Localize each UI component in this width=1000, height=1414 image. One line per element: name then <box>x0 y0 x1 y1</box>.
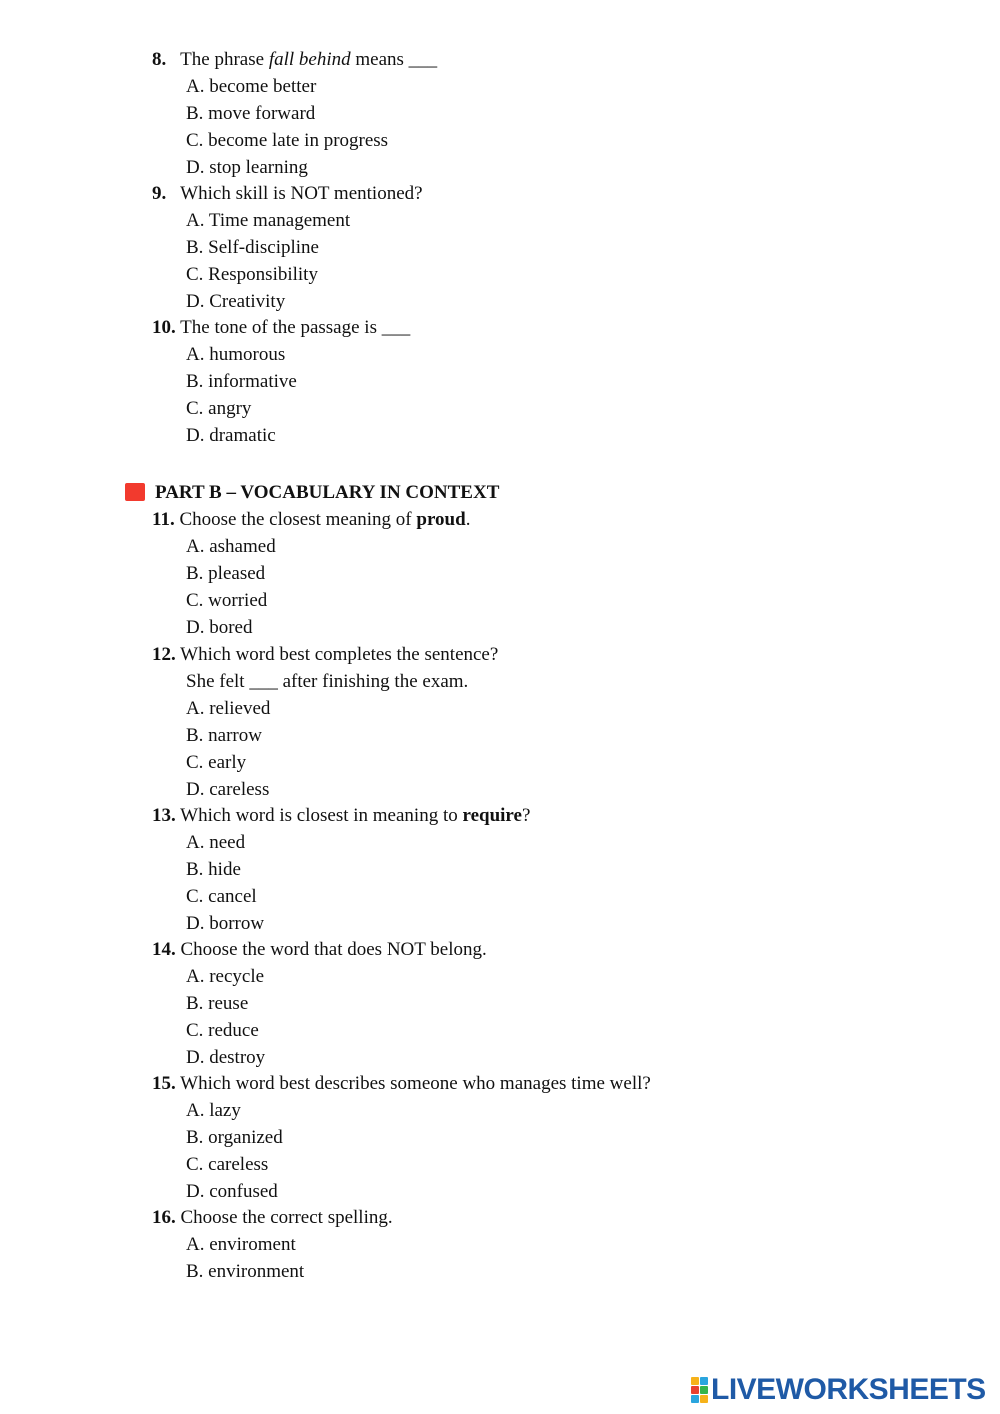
option-13a[interactable]: A. need <box>186 832 246 853</box>
option-16a[interactable]: A. enviroment <box>186 1234 296 1255</box>
option-10d[interactable]: D. dramatic <box>186 425 276 446</box>
option-9b[interactable]: B. Self-discipline <box>186 237 319 258</box>
option-10b[interactable]: B. informative <box>186 371 297 392</box>
option-14a[interactable]: A. recycle <box>186 966 265 987</box>
question-12 <box>152 644 498 666</box>
question-number: 10. <box>152 317 176 338</box>
question-keyword: require <box>462 805 522 826</box>
question-text: The phrase <box>180 49 269 70</box>
question-14 <box>152 939 487 961</box>
question-text: The tone of the passage is ___ <box>180 317 411 338</box>
option-8c[interactable]: C. become late in progress <box>186 130 389 151</box>
option-16b[interactable]: B. environment <box>186 1261 305 1282</box>
option-14d[interactable]: D. destroy <box>186 1047 266 1068</box>
option-8b[interactable]: B. move forward <box>186 103 316 124</box>
question-number: 8. <box>152 49 167 70</box>
option-8a[interactable]: A. become better <box>186 76 317 97</box>
question-text: Choose the word that does NOT belong. <box>180 939 487 960</box>
option-15b[interactable]: B. organized <box>186 1127 283 1148</box>
question-text: Which word best completes the sentence? <box>180 644 499 665</box>
option-15a[interactable]: A. lazy <box>186 1100 241 1121</box>
question-text-end: ? <box>521 805 531 826</box>
option-14c[interactable]: C. reduce <box>186 1020 259 1041</box>
part-b-heading: PART B – VOCABULARY IN CONTEXT <box>155 482 500 503</box>
option-13b[interactable]: B. hide <box>186 859 241 880</box>
section-marker <box>125 483 145 501</box>
option-10a[interactable]: A. humorous <box>186 344 286 365</box>
option-12d[interactable]: D. careless <box>186 779 270 800</box>
question-13 <box>152 805 530 827</box>
option-15c[interactable]: C. careless <box>186 1154 269 1175</box>
option-9c[interactable]: C. Responsibility <box>186 264 318 285</box>
liveworksheets-wordmark: LIVEWORKSHEETS <box>711 1373 986 1406</box>
question-10 <box>152 317 410 339</box>
question-number: 13. <box>152 805 176 826</box>
question-number: 14. <box>152 939 176 960</box>
question-phrase: fall behind <box>268 49 351 70</box>
option-12c[interactable]: C. early <box>186 752 247 773</box>
option-13c[interactable]: C. cancel <box>186 886 257 907</box>
question-number: 12. <box>152 644 176 665</box>
question-12-sentence: She felt ___ after finishing the exam. <box>186 671 469 692</box>
question-text: Choose the closest meaning of <box>179 509 417 530</box>
option-13d[interactable]: D. borrow <box>186 913 265 934</box>
question-text-end: . <box>465 509 471 530</box>
question-15 <box>152 1073 651 1095</box>
option-11a[interactable]: A. ashamed <box>186 536 276 557</box>
question-11 <box>152 509 470 531</box>
question-number: 9. <box>152 183 167 204</box>
option-12b[interactable]: B. narrow <box>186 725 262 746</box>
question-8 <box>152 49 437 71</box>
liveworksheets-logo[interactable] <box>691 1374 986 1406</box>
question-text: Which word is closest in meaning to <box>180 805 463 826</box>
option-9d[interactable]: D. Creativity <box>186 291 286 312</box>
option-14b[interactable]: B. reuse <box>186 993 249 1014</box>
option-11b[interactable]: B. pleased <box>186 563 266 584</box>
question-text: Which skill is NOT mentioned? <box>180 183 423 204</box>
question-number: 16. <box>152 1207 176 1228</box>
option-15d[interactable]: D. confused <box>186 1181 278 1202</box>
option-11d[interactable]: D. bored <box>186 617 253 638</box>
question-16 <box>152 1207 393 1229</box>
question-keyword: proud <box>416 509 466 530</box>
question-text-end: means ___ <box>350 49 438 70</box>
option-10c[interactable]: C. angry <box>186 398 252 419</box>
question-number: 15. <box>152 1073 176 1094</box>
question-text: Choose the correct spelling. <box>180 1207 393 1228</box>
option-9a[interactable]: A. Time management <box>186 210 351 231</box>
option-8d[interactable]: D. stop learning <box>186 157 308 178</box>
question-number: 11. <box>152 509 175 530</box>
option-12a[interactable]: A. relieved <box>186 698 271 719</box>
liveworksheets-logo-icon <box>691 1377 708 1403</box>
question-9 <box>152 183 423 205</box>
question-text: Which word best describes someone who manages time well? <box>180 1073 651 1094</box>
option-11c[interactable]: C. worried <box>186 590 268 611</box>
